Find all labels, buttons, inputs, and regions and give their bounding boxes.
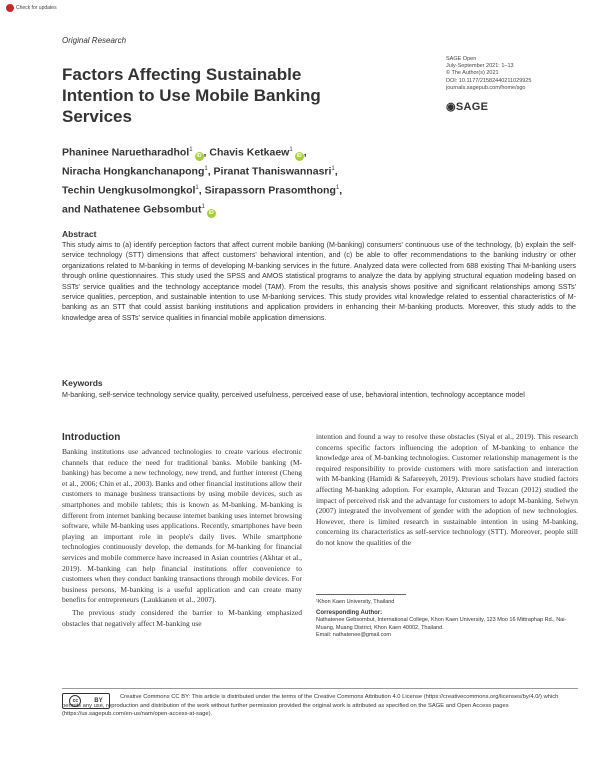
journal-meta-line: July-September 2021: 1–13	[446, 63, 514, 70]
cc-icon: cc	[69, 695, 81, 707]
introduction-heading: Introduction	[62, 432, 121, 443]
check-updates-icon	[6, 4, 14, 12]
author-line: Techin Uengkusolmongkol$^1$, Sirapassorn Prasomthong$^1$,	[62, 184, 343, 197]
author-line: Niracha Hongkanchanapong$^1$, Piranat Thaniswannasri$^1$,	[62, 165, 338, 178]
sage-logo-icon: ◉	[446, 101, 456, 113]
corresponding-author-address: Nathatenee Gebsombut, International College, Khon Kaen University, 123 Moo 16 Mittraphap Rd., Nai-Muang, Muang District, Khon Kaen 40002, Thailand.	[316, 617, 567, 631]
article-title: Factors Affecting Sustainable Intention to Use Mobile Banking Services	[62, 65, 321, 126]
paragraph: The previous study considered the barrier to M-banking emphasized obstacles that negatively affect M-banking use	[62, 607, 302, 628]
license-divider	[62, 688, 578, 689]
footnote-divider	[316, 594, 406, 595]
body-column-left	[62, 447, 302, 629]
journal-url-link[interactable]: journals.sagepub.com/home/sgo	[446, 84, 526, 91]
cc-license-badge[interactable]	[62, 693, 110, 709]
paragraph: intention and found a way to resolve these obstacles (Siyal et al., 2019). This research concerns specific factors influencing the adoption of M-banking to enhance the knowledge area of M-banking technologies. Customer relationship management is the required responsibility to provide customers with more satisfaction and interaction with M-banking (Hamidi & Safareeyeh, 2019). Previous scholars have studied factors affecting M-banking adoption. For example, Akturan and Tezcan (2012) studied the impact of perceived risk and the advantage for customers to adopt M-banking. Selwyn (2007) integrated the involvement of gender with the adoption of new technologies. However, there is limited research in sustainable intention in using M-banking, concerning its characteristics as self-service technology (STT). Moreover, people still do not know the qualities of the	[316, 432, 578, 547]
footnote	[316, 599, 578, 639]
license-text: Creative Commons CC BY: This article is distributed under the terms of the Creative Commons Attribution 4.0 License (https://creativecommons.org/licenses/by/4.0/) which permits any use, reproduction and distribution of the work without further permission provided the original work is attributed as specified on the SAGE and Open Access pages (https://us.sagepub.com/en-us/nam/open-access-at-sage).	[62, 694, 559, 718]
journal-meta	[446, 56, 586, 92]
doi-link[interactable]: DOI: 10.1177/21582440211029925	[446, 77, 532, 84]
paragraph: Banking institutions use advanced technologies to create various electronic channels that reduce the need for traditional banks. Mobile banking (M-banking) has become a new technology, new trend, and further interest (Cheng et al., 2006; Chin et al., 2003). Banks and other financial institutions allow their customers to manage business transactions by using mobile devices, such as smartphones and mobile tablets; this is known as M-banking. M-banking is different from internet banking because internet banking uses internet browsing software, while M-banking uses applications. Recently, smartphones have been playing an important role in people's daily lives. While smartphone technologies continuously develop, the demands for M-banking for financial services and mobile commerce have increased in Asian countries (Akhtar et al., 2019). M-banking can help financial institutions offer convenience to customers when they conduct banking transactions through mobile devices. For business persons, M-banking is a useful application and can create many benefits for entrepreneurs (Laukkanen et al., 2007).	[62, 447, 302, 605]
sage-logo: ◉SAGE	[446, 101, 489, 113]
corresponding-author-heading: Corresponding Author:	[316, 610, 383, 617]
corresponding-author-email[interactable]: Email: nathatenee@gmail.com	[316, 631, 391, 638]
author-line: and Nathatenee Gebsombut$^1$iD	[62, 203, 214, 216]
body-column-right	[316, 432, 578, 549]
orcid-icon[interactable]: iD	[196, 152, 202, 159]
author-list	[62, 142, 402, 218]
check-updates-badge[interactable]	[6, 3, 58, 12]
journal-meta-line: SAGE Open	[446, 56, 477, 62]
check-updates-label: Check for updates	[16, 4, 57, 11]
journal-meta-line: © The Author(s) 2021	[446, 70, 499, 77]
keywords-heading: Keywords	[62, 378, 103, 388]
keywords-text: M-banking, self-service technology service quality, perceived usefulness, perceived ease of use, behavioral intention, technology acceptance model	[62, 391, 525, 399]
abstract-heading: Abstract	[62, 229, 97, 239]
affiliation: ¹Khon Kaen University, Thailand	[316, 599, 395, 605]
orcid-icon[interactable]: iD	[208, 209, 214, 216]
section-label: Original Research	[62, 36, 127, 45]
by-icon: BY	[94, 698, 103, 704]
orcid-icon[interactable]: iD	[296, 152, 302, 159]
abstract-text: This study aims to (a) identify perception factors that affect current mobile banking (M-banking) consumers' continuous use of the technology, (b) explain the self-service technology (STT) dimensions that affect customers' behavioral intention, and (c) be able to offer recommendations to the banking industry or other organizations related to M-banking in terms of developing M-banking services in the future. Analyzed data were collected from 688 existing Thai M-banking users through online questionnaires. This study used the SPSS and AMOS statistical programs to analyze the data by applying structural equation modeling based on SSTs' service qualities and the technology acceptance model (TAM). From the results, this analysis shows positive and significant relationships among SSTs' service qualities, perception, and sustainable intention to use M-banking services. This study provides vital knowledge related to essential characteristics of M-banking as an STT that could assist banking institutions and application providers in enhancing their M-banking products. Moreover, this study adds to the knowledge area of SSTs' service qualities in financial mobile application dimensions.	[62, 241, 576, 322]
author-line: Phaninee Naruetharadhol$^1$iD , Chavis Ketkaew$^1$iD ,	[62, 146, 307, 159]
